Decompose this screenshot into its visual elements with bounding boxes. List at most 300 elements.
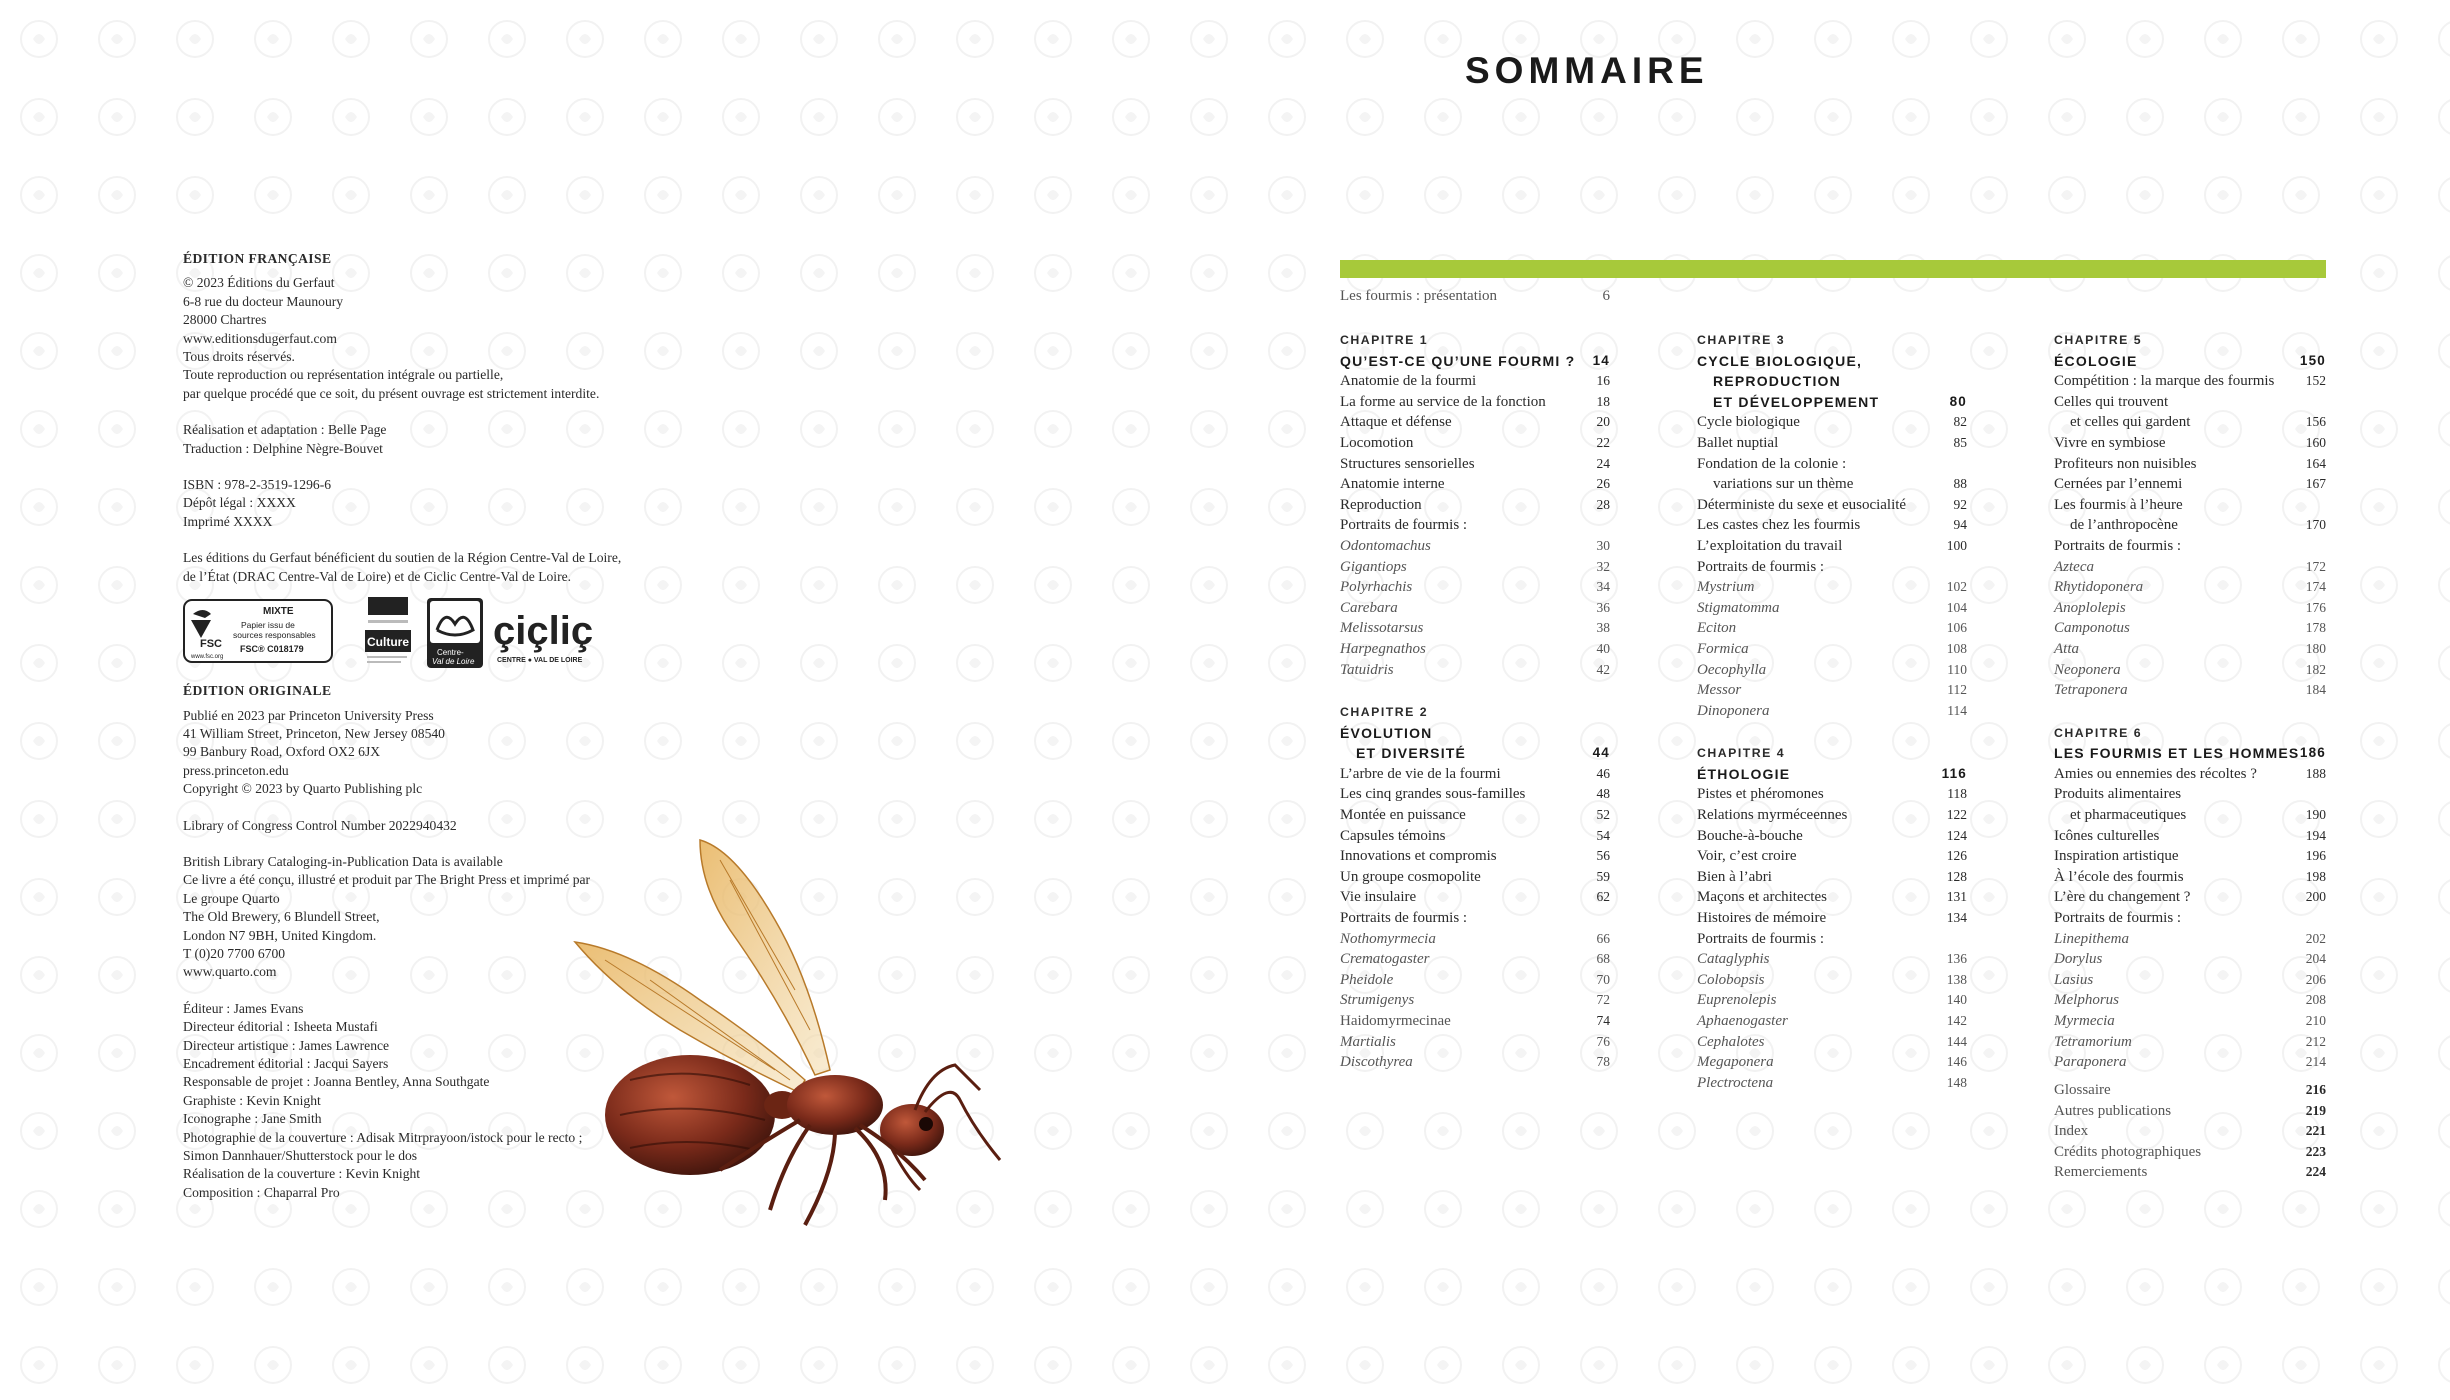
chapter-title-row[interactable] [1697, 371, 1967, 392]
toc-page-number: 112 [1947, 682, 1967, 698]
toc-entry[interactable] [1697, 557, 1967, 578]
toc-entry-label: Anoplolepis [2054, 599, 2126, 616]
back-matter-entry[interactable] [2054, 1121, 2326, 1142]
staff-line: Réalisation de la couverture : Kevin Knight [183, 1166, 421, 1182]
toc-entry[interactable] [1697, 826, 1967, 847]
toc-entry[interactable] [1697, 1011, 1967, 1032]
spacer [2054, 701, 2326, 723]
back-matter-entry[interactable] [2054, 1101, 2326, 1122]
toc-entry-label: Anatomie interne [1340, 476, 1445, 493]
toc-entry[interactable] [2054, 495, 2326, 516]
toc-entry[interactable] [2054, 536, 2326, 557]
toc-entry[interactable] [1340, 577, 1610, 598]
toc-entry[interactable] [1340, 536, 1610, 557]
toc-entry[interactable] [2054, 474, 2326, 495]
toc-entry[interactable] [1697, 1073, 1967, 1094]
toc-entry-label: et celles qui gardent [2070, 414, 2191, 431]
toc-entry-label: Cernées par l’ennemi [2054, 476, 2183, 493]
toc-page-number: 140 [1946, 992, 1967, 1008]
toc-intro-row[interactable] [1340, 288, 1610, 305]
toc-entry[interactable] [2054, 805, 2326, 826]
toc-entry-label: Nothomyrmecia [1340, 930, 1436, 947]
staff-line: Graphiste : Kevin Knight [183, 1092, 321, 1108]
toc-page-number: 170 [2305, 517, 2326, 533]
toc-page-number: 56 [1596, 848, 1610, 864]
toc-entry-label: Paraponera [2054, 1054, 2127, 1071]
region-label-1: Centre- [437, 648, 464, 658]
toc-entry-label: Capsules témoins [1340, 827, 1446, 844]
toc-entry[interactable] [1697, 598, 1967, 619]
original-edition-heading: ÉDITION ORIGINALE [183, 683, 332, 699]
toc-entry-label: Euprenolepis [1697, 992, 1777, 1009]
imprint-line: The Old Brewery, 6 Blundell Street, [183, 909, 380, 925]
toc-entry-label: Histoires de mémoire [1697, 910, 1827, 927]
toc-page-number: 94 [1953, 517, 1967, 533]
imprint-line: © 2023 Éditions du Gerfaut [183, 275, 335, 291]
toc-page-number: 152 [2305, 373, 2326, 389]
toc-page-number: 198 [2305, 868, 2326, 884]
toc-entry-label: Icônes culturelles [2054, 827, 2160, 844]
french-edition-lines [183, 274, 683, 403]
toc-entry[interactable] [2054, 1011, 2326, 1032]
toc-entry[interactable] [1697, 680, 1967, 701]
imprint-line: Toute reproduction ou représentation intégrale ou partielle, [183, 367, 504, 383]
toc-entry[interactable] [1340, 908, 1610, 929]
toc-entry[interactable] [1340, 826, 1610, 847]
toc-page-number: 138 [1946, 971, 1967, 987]
toc-entry-label: Rhytidoponera [2054, 579, 2144, 596]
toc-entry-label: Formica [1697, 640, 1749, 657]
toc-entry[interactable] [2054, 598, 2326, 619]
toc-entry[interactable] [2054, 577, 2326, 598]
toc-entry[interactable] [1340, 867, 1610, 888]
toc-entry[interactable] [1340, 515, 1610, 536]
toc-entry[interactable] [1340, 990, 1610, 1011]
toc-entry-label: Index [2054, 1123, 2089, 1140]
toc-entry[interactable] [1697, 970, 1967, 991]
toc-entry-label: Colobopsis [1697, 971, 1765, 988]
ciclic-sub: CENTRE ● VAL DE LOIRE [497, 657, 583, 665]
imprint-line: Imprimé XXXX [183, 513, 273, 529]
toc-page-number: 167 [2305, 476, 2326, 492]
toc-entry[interactable] [2054, 867, 2326, 888]
toc-entry[interactable] [1697, 1052, 1967, 1073]
toc-entry-label: Pistes et phéromones [1697, 786, 1824, 803]
toc-entry-label: Melphorus [2054, 992, 2119, 1009]
toc-page-number: 34 [1596, 579, 1610, 595]
toc-entry-label: Polyrhachis [1340, 579, 1413, 596]
staff-line: Éditeur : James Evans [183, 1000, 304, 1016]
toc-page-number: 223 [2305, 1143, 2326, 1159]
toc-entry-label: Odontomachus [1340, 537, 1431, 554]
toc-page-number: 104 [1946, 599, 1967, 615]
toc-entry-label: Bien à l’abri [1697, 868, 1772, 885]
toc-entry[interactable] [2054, 887, 2326, 908]
imprint-line: press.princeton.edu [183, 762, 289, 778]
toc-entry-label: Carebara [1340, 599, 1398, 616]
toc-entry-label: Discothyrea [1340, 1054, 1413, 1071]
fsc-text-1: Papier issu de [241, 620, 295, 631]
toc-entry-label: Structures sensorielles [1340, 455, 1475, 472]
toc-entry-label: Voir, c’est croire [1697, 848, 1797, 865]
toc-entry[interactable] [2054, 680, 2326, 701]
toc-page-number: 38 [1596, 620, 1610, 636]
toc-entry-label: Locomotion [1340, 434, 1414, 451]
toc-page-number: 74 [1596, 1013, 1610, 1028]
imprint-line: Publié en 2023 par Princeton University Press [183, 707, 434, 723]
toc-entry[interactable] [1340, 970, 1610, 991]
toc-entry[interactable] [1697, 412, 1967, 433]
chapter-number: CHAPITRE 5 [2054, 333, 2143, 347]
fsc-text-2: sources responsables [233, 630, 316, 641]
toc-page-number: 126 [1946, 848, 1967, 864]
toc-entry[interactable] [1697, 577, 1967, 598]
toc-page-number: 148 [1946, 1074, 1967, 1090]
toc-entry[interactable] [1340, 618, 1610, 639]
imprint-line: de l’État (DRAC Centre-Val de Loire) et de Ciclic Centre-Val de Loire. [183, 568, 572, 584]
loc-number-line: Library of Congress Control Number 2022940432 [183, 817, 457, 833]
staff-line: Directeur éditorial : Isheeta Mustafi [183, 1019, 378, 1035]
toc-entry-label: CYCLE BIOLOGIQUE, [1697, 352, 1863, 369]
fsc-logo [184, 600, 332, 662]
toc-entry[interactable] [1697, 784, 1967, 805]
toc-entry-label: Eciton [1697, 620, 1737, 637]
chapter-title-row[interactable] [1340, 351, 1610, 372]
toc-page-number: 182 [2305, 661, 2326, 677]
toc-entry[interactable] [1340, 1032, 1610, 1053]
toc-entry-label: Portraits de fourmis : [1340, 910, 1468, 927]
chapter-number: CHAPITRE 4 [1697, 746, 1786, 761]
toc-entry-label: L’arbre de vie de la fourmi [1340, 765, 1501, 782]
toc-entry-label: Harpegnathos [1340, 640, 1426, 657]
toc-entry[interactable] [1697, 660, 1967, 681]
toc-page-number: 200 [2305, 889, 2326, 905]
toc-entry[interactable] [2054, 371, 2326, 392]
toc-entry[interactable] [1697, 887, 1967, 908]
toc-entry[interactable] [1697, 639, 1967, 660]
toc-page-number: 78 [1596, 1054, 1610, 1070]
toc-entry-label: Azteca [2054, 558, 2094, 575]
imprint-line: London N7 9BH, United Kingdom. [183, 927, 377, 943]
toc-entry-label: Fondation de la colonie : [1697, 455, 1847, 472]
toc-entry[interactable] [2054, 826, 2326, 847]
back-matter-entry[interactable] [2054, 1080, 2326, 1101]
toc-page-number: 72 [1596, 992, 1610, 1008]
toc-page-number: 210 [2305, 1013, 2326, 1028]
toc-entry[interactable] [2054, 515, 2326, 536]
toc-entry[interactable] [1340, 1011, 1610, 1032]
toc-entry[interactable] [2054, 949, 2326, 970]
imprint-line: Traduction : Delphine Nègre-Bouvet [183, 440, 383, 456]
toc-page-number: 52 [1596, 807, 1610, 823]
toc-entry[interactable] [1697, 1032, 1967, 1053]
french-edition-heading: ÉDITION FRANÇAISE [183, 251, 332, 266]
toc-page-number: 164 [2305, 455, 2326, 471]
toc-entry[interactable] [1340, 1052, 1610, 1073]
toc-entry-label: Anatomie de la fourmi [1340, 373, 1477, 390]
chapter-title-row[interactable] [1697, 351, 1967, 372]
toc-entry[interactable] [2054, 929, 2326, 950]
toc-entry-label: LES FOURMIS ET LES HOMMES [2054, 745, 2300, 762]
fsc-mixte: MIXTE [263, 606, 294, 618]
toc-entry-label: La forme au service de la fonction [1340, 393, 1546, 410]
toc-page-number: 208 [2305, 992, 2326, 1008]
toc-entry[interactable] [1697, 495, 1967, 516]
toc-page-number: 68 [1596, 951, 1610, 967]
toc-page-number: 48 [1596, 786, 1610, 802]
toc-page-number: 100 [1946, 537, 1967, 553]
toc-page-number: 24 [1596, 455, 1610, 471]
toc-entry-label: Myrmecia [2054, 1013, 2115, 1029]
toc-entry-label: Stigmatomma [1697, 599, 1780, 616]
toc-entry[interactable] [2054, 639, 2326, 660]
toc-entry[interactable] [1340, 557, 1610, 578]
toc-entry[interactable] [2054, 1052, 2326, 1073]
toc-entry[interactable] [2054, 392, 2326, 413]
toc-entry-label: Les cinq grandes sous-familles [1340, 786, 1526, 803]
toc-entry[interactable] [2054, 990, 2326, 1011]
accent-band [1340, 260, 2326, 278]
toc-page-number: 28 [1596, 496, 1610, 512]
toc-entry-label: Cephalotes [1697, 1033, 1765, 1050]
staff-line: Iconographe : Jane Smith [183, 1111, 322, 1127]
toc-entry[interactable] [1697, 805, 1967, 826]
toc-entry[interactable] [2054, 412, 2326, 433]
chapter-title-row[interactable] [1340, 743, 1610, 764]
toc-entry[interactable] [1697, 474, 1967, 495]
toc-entry-label: Amies ou ennemies des récoltes ? [2054, 765, 2257, 782]
imprint-line: par quelque procédé que ce soit, du présent ouvrage est strictement interdite. [183, 385, 600, 401]
toc-entry[interactable] [1697, 618, 1967, 639]
imprint-line: T (0)20 7700 6700 [183, 945, 286, 961]
toc-entry-label: Portraits de fourmis : [2054, 910, 2182, 927]
toc-page-number: 172 [2305, 558, 2326, 574]
chapter-title-row[interactable] [2054, 351, 2326, 372]
toc-entry[interactable] [2054, 433, 2326, 454]
toc-page-number: 108 [1946, 640, 1967, 656]
toc-entry-label: Cycle biologique [1697, 414, 1800, 431]
toc-entry[interactable] [1340, 474, 1610, 495]
toc-page-number: 196 [2305, 848, 2326, 864]
toc-entry[interactable] [2054, 970, 2326, 991]
toc-entry[interactable] [1340, 764, 1610, 785]
toc-entry-label: Ballet nuptial [1697, 434, 1779, 451]
toc-page-number: 118 [1947, 786, 1967, 802]
toc-entry[interactable] [1340, 412, 1610, 433]
toc-page-number: 134 [1946, 910, 1967, 926]
toc-entry-label: Atta [2054, 640, 2079, 657]
toc-entry-label: Profiteurs non nuisibles [2054, 455, 2197, 472]
queen-ant-photo [560, 830, 1020, 1240]
toc-entry-label: Glossaire [2054, 1082, 2111, 1098]
fsc-url: www.fsc.org [191, 654, 224, 661]
chapter-title-row[interactable] [1697, 392, 1967, 413]
toc-entry[interactable] [1340, 433, 1610, 454]
toc-back-matter [2054, 1080, 2326, 1183]
toc-page-number: 190 [2305, 807, 2326, 823]
toc-entry[interactable] [1340, 846, 1610, 867]
toc-entry-label: Crédits photographiques [2054, 1143, 2202, 1160]
toc-entry[interactable] [1697, 990, 1967, 1011]
toc-entry[interactable] [1340, 639, 1610, 660]
chapter-title-row[interactable] [1340, 723, 1610, 744]
imprint-line: Ce livre a été conçu, illustré et produit par The Bright Press et imprimé par [183, 872, 591, 888]
toc-page-number: 216 [2305, 1082, 2326, 1097]
toc-entry[interactable] [1340, 949, 1610, 970]
toc-entry-label: Haidomyrmecinae [1340, 1013, 1451, 1029]
toc-entry-label: QU’EST-CE QU’UNE FOURMI ? [1340, 352, 1576, 369]
toc-page-number: 102 [1946, 579, 1967, 595]
toc-entry[interactable] [2054, 557, 2326, 578]
toc-entry-label: Portraits de fourmis : [2054, 537, 2182, 554]
toc-entry[interactable] [1697, 515, 1967, 536]
toc-entry[interactable] [1340, 392, 1610, 413]
imprint-line: British Library Cataloging-in-Publication Data is available [183, 853, 503, 869]
toc-entry[interactable] [1697, 454, 1967, 475]
imprint-line: 6-8 rue du docteur Maunoury [183, 293, 344, 309]
toc-page-number: 18 [1596, 393, 1610, 409]
toc-entry[interactable] [1697, 949, 1967, 970]
toc-entry[interactable] [2054, 764, 2326, 785]
toc-page-number: 176 [2305, 599, 2326, 615]
toc-entry[interactable] [1340, 805, 1610, 826]
toc-page-number: 6 [1602, 288, 1610, 304]
toc-entry-label: Messor [1697, 682, 1742, 699]
toc-entry[interactable] [1340, 784, 1610, 805]
chapter-number: CHAPITRE 3 [1697, 333, 1786, 347]
toc-entry[interactable] [1340, 371, 1610, 392]
toc-entry-label: Martialis [1340, 1033, 1396, 1050]
toc-page-number: 32 [1596, 558, 1610, 574]
toc-entry-label: Un groupe cosmopolite [1340, 868, 1481, 885]
toc-page-number: 116 [1941, 765, 1967, 781]
toc-entry-label: Innovations et compromis [1340, 848, 1497, 865]
toc-page-number: 20 [1596, 414, 1610, 430]
spacer [1340, 680, 1610, 702]
toc-entry[interactable] [1697, 846, 1967, 867]
toc-entry[interactable] [1340, 887, 1610, 908]
toc-page-number: 122 [1946, 807, 1967, 823]
toc-page-number: 146 [1946, 1054, 1967, 1070]
isbn-line: ISBN : 978-2-3519-1296-6 [183, 477, 332, 493]
toc-entry[interactable] [2054, 784, 2326, 805]
toc-page-number: 76 [1596, 1033, 1610, 1049]
imprint-line: 99 Banbury Road, Oxford OX2 6JX [183, 744, 381, 760]
toc-page-number: 14 [1592, 352, 1610, 368]
toc-entry[interactable] [1697, 433, 1967, 454]
chapter-title-row[interactable] [1697, 764, 1967, 785]
toc-entry[interactable] [1340, 598, 1610, 619]
chapter-number: CHAPITRE 6 [2054, 725, 2143, 740]
partner-logos [183, 592, 683, 672]
toc-entry-label: Tatuidris [1340, 661, 1394, 678]
toc-entry-label: Autres publications [2054, 1102, 2172, 1119]
imprint-line: www.quarto.com [183, 964, 277, 980]
staff-line: Directeur artistique : James Lawrence [183, 1037, 390, 1053]
toc-entry-label: Tetramorium [2054, 1033, 2132, 1050]
back-matter-entry[interactable] [2054, 1162, 2326, 1183]
toc-entry[interactable] [1697, 536, 1967, 557]
toc-entry-label: REPRODUCTION [1713, 373, 1841, 390]
toc-entry-label: Cataglyphis [1697, 951, 1770, 968]
toc-entry[interactable] [2054, 618, 2326, 639]
toc-entry-label: Melissotarsus [1340, 620, 1424, 637]
toc-page-number: 22 [1596, 434, 1610, 450]
toc-entry[interactable] [2054, 846, 2326, 867]
toc-entry-label: L’exploitation du travail [1697, 537, 1843, 554]
fsc-abbr: FSC [200, 638, 222, 651]
staff-line: Composition : Chaparral Pro [183, 1184, 340, 1200]
imprint-line: Tous droits réservés. [183, 349, 295, 365]
region-label-2: Val de Loire [432, 657, 475, 667]
toc-entry-label: Produits alimentaires [2054, 786, 2182, 803]
toc-page-number: 160 [2305, 434, 2326, 450]
toc-entry-label: ÉTHOLOGIE [1697, 765, 1791, 782]
toc-page-number: 136 [1946, 951, 1967, 967]
imprint-line: Réalisation et adaptation : Belle Page [183, 422, 387, 438]
toc-page-number: 106 [1946, 620, 1967, 636]
toc-entry[interactable] [1340, 495, 1610, 516]
toc-page-number: 131 [1946, 889, 1967, 905]
staff-line: Responsable de projet : Joanna Bentley, Anna Southgate [183, 1074, 490, 1090]
toc-entry[interactable] [1340, 660, 1610, 681]
toc-entry[interactable] [2054, 454, 2326, 475]
toc-entry[interactable] [1697, 867, 1967, 888]
imprint-line: 41 William Street, Princeton, New Jersey 08540 [183, 725, 445, 741]
imprint-line: www.editionsdugerfaut.com [183, 330, 337, 346]
toc-page-number: 59 [1596, 868, 1610, 884]
toc-entry-label: Portraits de fourmis : [1697, 558, 1825, 575]
contents-title: SOMMAIRE [1465, 50, 1709, 91]
toc-page-number: 42 [1596, 661, 1610, 677]
toc-entry-label: Mystrium [1697, 579, 1755, 596]
toc-entry-label: Celles qui trouvent [2054, 393, 2169, 410]
toc-entry[interactable] [2054, 660, 2326, 681]
toc-entry[interactable] [1697, 929, 1967, 950]
toc-entry-label: Gigantiops [1340, 558, 1407, 575]
toc-page-number: 194 [2305, 827, 2326, 843]
toc-page-number: 212 [2305, 1033, 2326, 1049]
toc-entry-label: Tetraponera [2054, 682, 2128, 699]
chapter-title-row[interactable] [2054, 743, 2326, 764]
toc-page-number: 186 [2299, 745, 2326, 761]
toc-page-number: 44 [1592, 745, 1610, 761]
toc-entry-label: Montée en puissance [1340, 807, 1466, 824]
chapter-number: CHAPITRE 2 [1340, 705, 1429, 720]
toc-column-2 [1697, 330, 1967, 1093]
staff-line: Photographie de la couverture : Adisak Mitrprayoon/istock pour le recto ; [183, 1129, 583, 1145]
toc-page-number: 214 [2305, 1054, 2326, 1070]
toc-entry-label: Maçons et architectes [1697, 889, 1827, 906]
toc-entry[interactable] [2054, 1032, 2326, 1053]
toc-page-number: 156 [2305, 414, 2326, 430]
toc-entry[interactable] [2054, 908, 2326, 929]
toc-entry-label: Strumigenys [1340, 992, 1415, 1009]
toc-page-number: 30 [1596, 537, 1610, 553]
toc-entry[interactable] [1697, 908, 1967, 929]
toc-entry[interactable] [1340, 929, 1610, 950]
toc-column-1 [1340, 330, 1610, 1073]
toc-entry-label: Oecophylla [1697, 661, 1767, 678]
toc-entry-label: ET DÉVELOPPEMENT [1713, 393, 1880, 410]
toc-entry[interactable] [1697, 701, 1967, 722]
toc-page-number: 88 [1953, 476, 1967, 492]
toc-page-number: 110 [1947, 661, 1967, 677]
toc-entry[interactable] [1340, 454, 1610, 475]
toc-page-number: 174 [2305, 579, 2326, 595]
back-matter-entry[interactable] [2054, 1142, 2326, 1163]
toc-entry-label: ÉCOLOGIE [2054, 352, 2138, 369]
